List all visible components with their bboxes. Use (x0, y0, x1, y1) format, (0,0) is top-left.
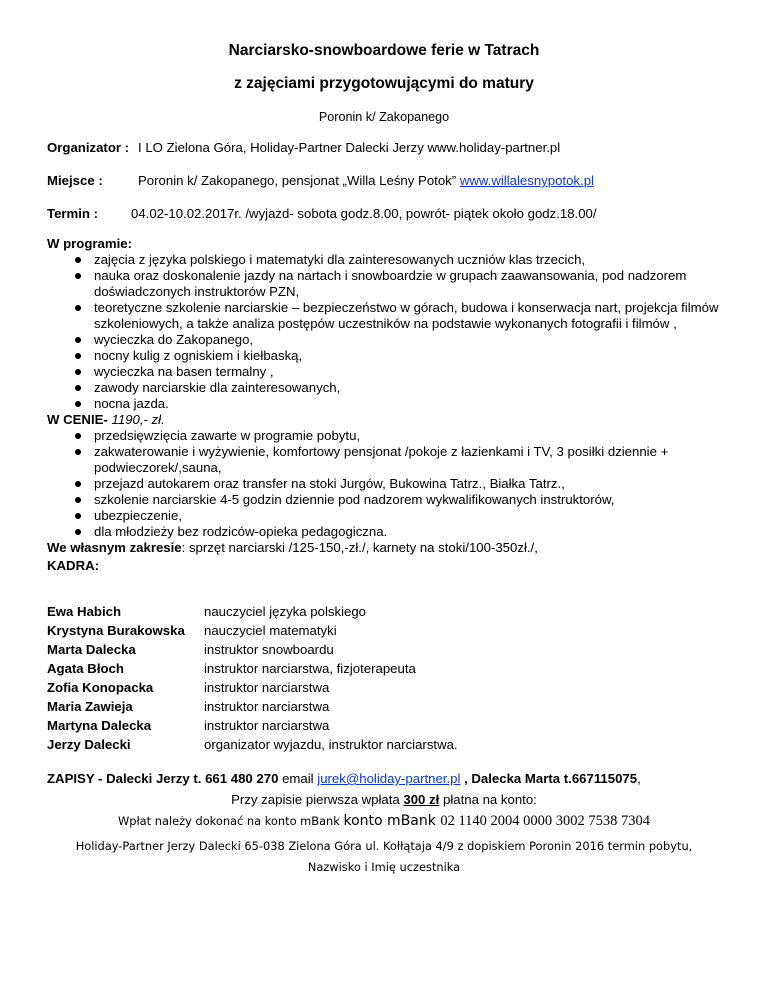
staff-name: Marta Dalecka (47, 642, 136, 657)
price-list (47, 428, 737, 540)
address-line: Holiday-Partner Jerzy Dalecki 65-038 Zielona Góra ul. Kołłątaja 4/9 z dopiskiem Poronin 2016 termin pobytu, (75, 839, 693, 853)
staff-name: Martyna Dalecka (47, 718, 152, 733)
place-label: Miejsce : (47, 173, 103, 188)
staff-name: Zofia Konopacka (47, 680, 154, 695)
list-item-text: nocna jazda. (94, 396, 169, 411)
signup-line (47, 771, 641, 786)
staff-role: nauczyciel języka polskiego (204, 604, 366, 619)
list-item-text: szkolenie narciarskie 4-5 godzin dziennie pod nadzorem wykwalifikowanych instruktorów, (94, 492, 615, 507)
list-item (47, 508, 737, 524)
program-section (47, 236, 737, 574)
document-title-line2: z zajęciami przygotowującymi do matury (234, 75, 534, 92)
list-item-text: wycieczka do Zakopanego, (94, 332, 254, 347)
staff-name: Krystyna Burakowska (47, 623, 185, 638)
bullet-icon (75, 369, 81, 375)
staff-heading: KADRA: (47, 558, 100, 573)
staff-name: Maria Zawieja (47, 699, 133, 714)
list-item-text: nauka oraz doskonalenie jazdy na nartach i snowboardzie w grupach zaawansowania, pod nadzorem doświadczonych instruktorów PZN, (94, 268, 687, 299)
list-item-text: wycieczka na basen termalny , (94, 364, 274, 379)
signup-line-end: , (637, 771, 641, 786)
account-number: 02 1140 2004 0000 3002 7538 7304 (440, 813, 651, 829)
signup-email-label: email (278, 771, 318, 786)
signup-contact-jerzy: ZAPISY - Dalecki Jerzy t. 661 480 270 (47, 771, 279, 786)
staff-name: Jerzy Dalecki (47, 737, 131, 752)
staff-row (47, 602, 737, 621)
own-cost-label: We własnym zakresie (47, 540, 182, 555)
bullet-icon (75, 449, 81, 455)
bullet-icon (75, 257, 81, 263)
staff-table (47, 602, 737, 754)
staff-role: nauczyciel matematyki (204, 623, 337, 638)
list-item (47, 396, 737, 412)
program-heading: W programie: (47, 236, 132, 251)
bullet-icon (75, 513, 81, 519)
program-list (47, 252, 737, 412)
term-label: Termin : (47, 206, 99, 221)
staff-role: instruktor narciarstwa (204, 680, 330, 695)
staff-row (47, 659, 737, 678)
list-item (47, 332, 737, 348)
bullet-icon (75, 401, 81, 407)
staff-row (47, 678, 737, 697)
bullet-icon (75, 385, 81, 391)
own-cost-line (47, 540, 737, 556)
list-item-text: ubezpieczenie, (94, 508, 182, 523)
signup-email-link[interactable]: jurek@holiday-partner.pl (317, 771, 461, 786)
account-line (0, 813, 768, 830)
list-item-text: nocny kulig z ogniskiem i kiełbaską, (94, 348, 303, 363)
term-value: 04.02-10.02.2017r. /wyjazd- sobota godz.8.00, powrót- piątek około godz.18.00/ (131, 206, 597, 221)
staff-role: instruktor narciarstwa, fizjoterapeuta (204, 661, 416, 676)
staff-row (47, 621, 737, 640)
staff-role: organizator wyjazdu, instruktor narciarstwa. (204, 737, 458, 752)
price-heading (47, 412, 737, 428)
staff-row (47, 735, 737, 754)
deposit-post: płatna na konto: (439, 792, 537, 807)
list-item (47, 300, 737, 332)
list-item-text: zakwaterowanie i wyżywienie, komfortowy pensjonat /pokoje z łazienkami i TV, 3 posiłki dziennie + podwieczorek/,sauna, (94, 444, 669, 475)
staff-name: Ewa Habich (47, 604, 122, 619)
staff-role: instruktor narciarstwa (204, 699, 330, 714)
staff-role: instruktor snowboardu (204, 642, 334, 657)
bullet-icon (75, 497, 81, 503)
list-item (47, 476, 737, 492)
staff-row (47, 697, 737, 716)
bullet-icon (75, 305, 81, 311)
list-item (47, 268, 737, 300)
bullet-icon (75, 353, 81, 359)
document-subtitle: Poronin k/ Zakopanego (318, 110, 450, 124)
deposit-pre: Przy zapisie pierwsza wpłata (231, 792, 404, 807)
list-item (47, 348, 737, 364)
bullet-icon (75, 529, 81, 535)
place-text: Poronin k/ Zakopanego, pensjonat „Willa Leśny Potok” (138, 173, 457, 188)
list-item-text: dla młodzieży bez rodziców-opieka pedagogiczna. (94, 524, 388, 539)
list-item-text: zawody narciarskie dla zainteresowanych, (94, 380, 341, 395)
place-value (138, 173, 594, 188)
bullet-icon (75, 273, 81, 279)
list-item (47, 252, 737, 268)
bullet-icon (75, 337, 81, 343)
own-cost-value: : sprzęt narciarski /125-150,-zł./, karnety na stoki/100-350zł./, (181, 540, 538, 555)
account-pre: Wpłat należy dokonać na konto mBank (117, 814, 344, 828)
list-item-text: przejazd autokarem oraz transfer na stoki Jurgów, Bukowina Tatrz., Białka Tatrz., (94, 476, 565, 491)
staff-row (47, 716, 737, 735)
participant-name-note: Nazwisko i Imię uczestnika (307, 860, 461, 874)
bullet-icon (75, 481, 81, 487)
staff-role: instruktor narciarstwa (204, 718, 330, 733)
list-item (47, 444, 737, 476)
document-title-line1: Narciarsko-snowboardowe ferie w Tatrach (228, 42, 540, 59)
list-item (47, 364, 737, 380)
signup-contact-marta: , Dalecka Marta t.667115075 (460, 771, 638, 786)
organizer-label: Organizator : (47, 140, 130, 155)
bullet-icon (75, 433, 81, 439)
list-item-text: zajęcia z języka polskiego i matematyki dla zainteresowanych uczniów klas trzecich, (94, 252, 586, 267)
list-item (47, 524, 737, 540)
deposit-amount: 300 zł (403, 792, 440, 807)
staff-name: Agata Błoch (47, 661, 124, 676)
deposit-line (0, 792, 768, 807)
list-item (47, 428, 737, 444)
price-label: W CENIE- (47, 412, 108, 427)
place-website-link[interactable]: www.willalesnypotok.pl (459, 173, 594, 188)
price-amount: 1190,- zł. (107, 412, 165, 427)
organizer-value: I LO Zielona Góra, Holiday-Partner Dalecki Jerzy www.holiday-partner.pl (138, 140, 561, 155)
staff-row (47, 640, 737, 659)
list-item-text: przedsięwzięcia zawarte w programie pobytu, (94, 428, 361, 443)
account-mid: konto mBank (343, 813, 441, 829)
list-item-text: teoretyczne szkolenie narciarskie – bezpieczeństwo w górach, budowa i konserwacja nart, projekcja filmów szkoleniowych, a także analiza postępów uczestników na podstawie wykonanych fotografii i filmów , (94, 300, 719, 331)
list-item (47, 380, 737, 396)
list-item (47, 492, 737, 508)
